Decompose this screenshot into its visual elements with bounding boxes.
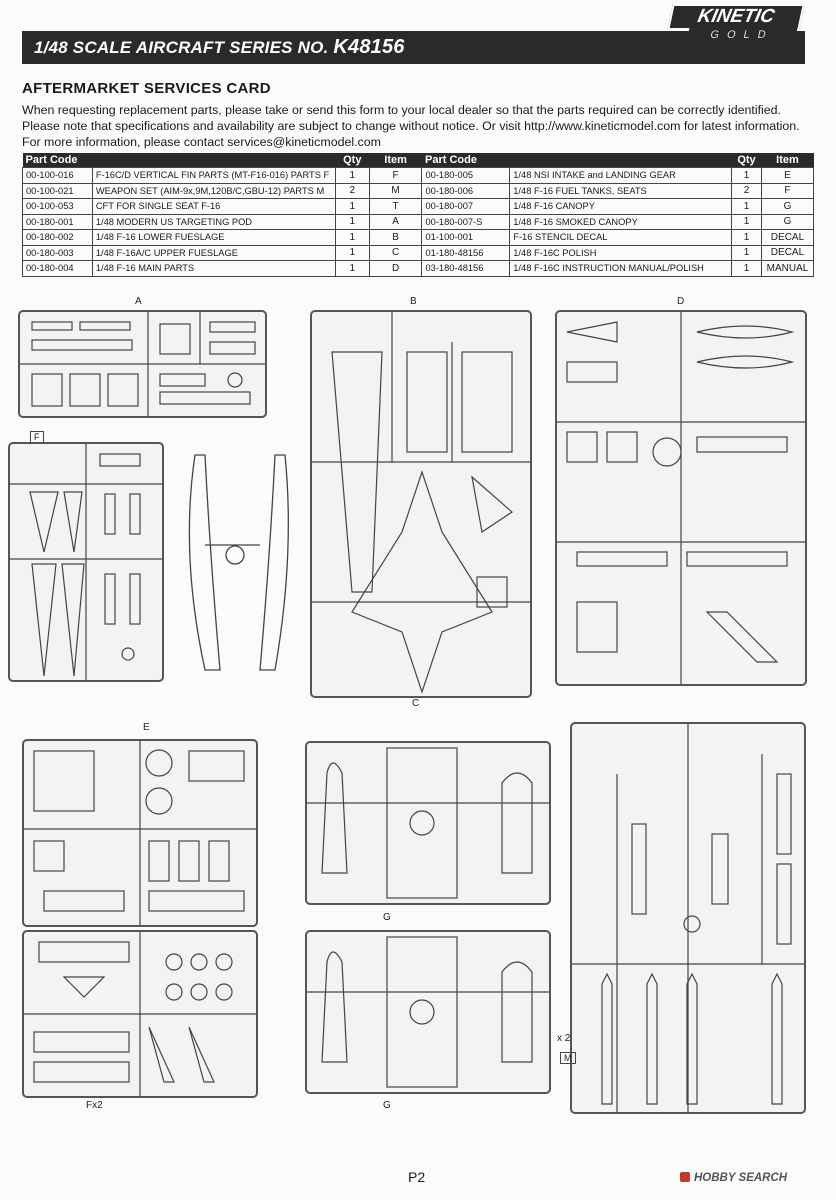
table-cell-rdesc: 1/48 F-16 FUEL TANKS, SEATS [510, 183, 732, 199]
series-title [34, 36, 405, 59]
sprue-m [570, 722, 806, 1114]
sprue-a [18, 310, 267, 418]
table-cell-rdesc: 1/48 F-16 SMOKED CANOPY [510, 214, 732, 230]
table-cell-ldesc: CFT FOR SINGLE SEAT F-16 [92, 199, 335, 215]
sprue-g-1 [305, 741, 551, 905]
table-cell-lqty: 1 [335, 199, 369, 215]
table-cell-rdesc: 1/48 F-16 CANOPY [510, 199, 732, 215]
table-cell-ritem: DECAL [761, 245, 813, 261]
col-part-code-2: Part Code [422, 153, 510, 168]
table-cell-lqty: 1 [335, 214, 369, 230]
table-cell-ldesc: 1/48 F-16 MAIN PARTS [92, 261, 335, 277]
table-cell-lcode: 00-180-002 [23, 230, 93, 246]
table-cell-rcode: 00-180-005 [422, 168, 510, 184]
table-cell-ritem: DECAL [761, 230, 813, 246]
table-cell-ritem: E [761, 168, 813, 184]
sprue-label-g-2: G [383, 1100, 391, 1111]
table-cell-rdesc: 1/48 F-16C INSTRUCTION MANUAL/POLISH [510, 261, 732, 277]
table-cell-rqty: 1 [732, 214, 762, 230]
watermark-text: HOBBY SEARCH [694, 1172, 788, 1184]
table-cell-rdesc: F-16 STENCIL DECAL [510, 230, 732, 246]
sprue-tag-m: M [560, 1052, 576, 1064]
sprue-label-fx2: Fx2 [86, 1100, 103, 1111]
table-header-row [23, 153, 814, 168]
card-title: AFTERMARKET SERVICES CARD [22, 80, 271, 97]
sprue-label-g-1: G [383, 912, 391, 923]
table-cell-litem: D [369, 261, 422, 277]
table-cell-rqty: 1 [732, 245, 762, 261]
sprue-tag-f: F [30, 431, 44, 443]
table-row [23, 214, 814, 230]
table-cell-litem: A [369, 214, 422, 230]
col-item-2: Item [761, 153, 813, 168]
table-cell-rcode: 01-180-48156 [422, 245, 510, 261]
col-desc-2 [510, 153, 732, 168]
series-code: K48156 [333, 36, 405, 58]
sprue-e [22, 739, 258, 927]
table-cell-lcode: 00-180-003 [23, 245, 93, 261]
table-cell-rdesc: 1/48 NSI INTAKE and LANDING GEAR [510, 168, 732, 184]
table-cell-rcode: 01-100-001 [422, 230, 510, 246]
sprue-label-mx2: x 2 [557, 1033, 571, 1044]
table-cell-ritem: G [761, 199, 813, 215]
table-cell-ritem: MANUAL [761, 261, 813, 277]
table-cell-ldesc: 1/48 MODERN US TARGETING POD [92, 214, 335, 230]
table-cell-rcode: 00-180-006 [422, 183, 510, 199]
sprue-label-c: C [412, 698, 420, 709]
table-cell-ritem: F [761, 183, 813, 199]
sprue-label-a: A [135, 296, 142, 307]
parts-table [22, 153, 814, 277]
sprue-label-e: E [143, 722, 150, 733]
table-cell-lcode: 00-100-053 [23, 199, 93, 215]
table-cell-lqty: 1 [335, 230, 369, 246]
table-cell-rqty: 2 [732, 183, 762, 199]
table-cell-rqty: 1 [732, 199, 762, 215]
table-cell-lqty: 1 [335, 261, 369, 277]
col-qty: Qty [335, 153, 369, 168]
table-cell-lqty: 1 [335, 168, 369, 184]
table-cell-litem: T [369, 199, 422, 215]
table-row [23, 183, 814, 199]
table-cell-rcode: 03-180-48156 [422, 261, 510, 277]
logo-sub: GOLD [687, 28, 798, 42]
table-cell-rqty: 1 [732, 261, 762, 277]
sprue-label-d: D [677, 296, 685, 307]
sprue-label-b: B [410, 296, 417, 307]
table-cell-litem: M [369, 183, 422, 199]
cft-parts [175, 445, 310, 680]
table-cell-lcode: 00-100-021 [23, 183, 93, 199]
sprue-d [555, 310, 807, 686]
watermark [680, 1172, 787, 1184]
table-cell-ldesc: WEAPON SET (AIM-9x,9M,120B/C,GBU-12) PARTS M [92, 183, 335, 199]
col-qty-2: Qty [732, 153, 762, 168]
sprue-g-2 [305, 930, 551, 1094]
sprue-bc [310, 310, 532, 698]
table-cell-lqty: 2 [335, 183, 369, 199]
table-cell-rqty: 1 [732, 168, 762, 184]
table-row [23, 245, 814, 261]
table-row [23, 230, 814, 246]
intro-text: When requesting replacement parts, please take or send this form to your local dealer so that the parts required can be correctly identified. Please note that specifications and availability are subject to change without notice. Or visit http://www.kineticmodel.com for latest information. For more information, please contact services@kineticmodel.com [22, 103, 800, 149]
table-cell-rdesc: 1/48 F-16C POLISH [510, 245, 732, 261]
logo-main: KINETIC [667, 4, 805, 30]
table-cell-lqty: 1 [335, 245, 369, 261]
table-cell-ritem: G [761, 214, 813, 230]
table-cell-ldesc: F-16C/D VERTICAL FIN PARTS (MT-F16-016) PARTS F [92, 168, 335, 184]
table-row [23, 199, 814, 215]
hobby-search-icon [680, 1172, 690, 1182]
table-row [23, 168, 814, 184]
table-cell-litem: C [369, 245, 422, 261]
table-cell-litem: F [369, 168, 422, 184]
series-text: 1/48 SCALE AIRCRAFT SERIES NO. [34, 38, 329, 57]
table-cell-litem: B [369, 230, 422, 246]
kinetic-logo [660, 2, 802, 46]
table-cell-lcode: 00-180-001 [23, 214, 93, 230]
col-item: Item [369, 153, 422, 168]
table-cell-rcode: 00-180-007 [422, 199, 510, 215]
table-cell-rcode: 00-180-007-S [422, 214, 510, 230]
sprue-f [8, 442, 164, 682]
table-cell-ldesc: 1/48 F-16A/C UPPER FUESLAGE [92, 245, 335, 261]
sprue-f-lower [22, 930, 258, 1098]
table-row [23, 261, 814, 277]
page-number: P2 [408, 1169, 426, 1185]
table-cell-lcode: 00-180-004 [23, 261, 93, 277]
col-desc [92, 153, 335, 168]
table-cell-ldesc: 1/48 F-16 LOWER FUESLAGE [92, 230, 335, 246]
col-part-code: Part Code [23, 153, 93, 168]
table-cell-lcode: 00-100-016 [23, 168, 93, 184]
table-cell-rqty: 1 [732, 230, 762, 246]
